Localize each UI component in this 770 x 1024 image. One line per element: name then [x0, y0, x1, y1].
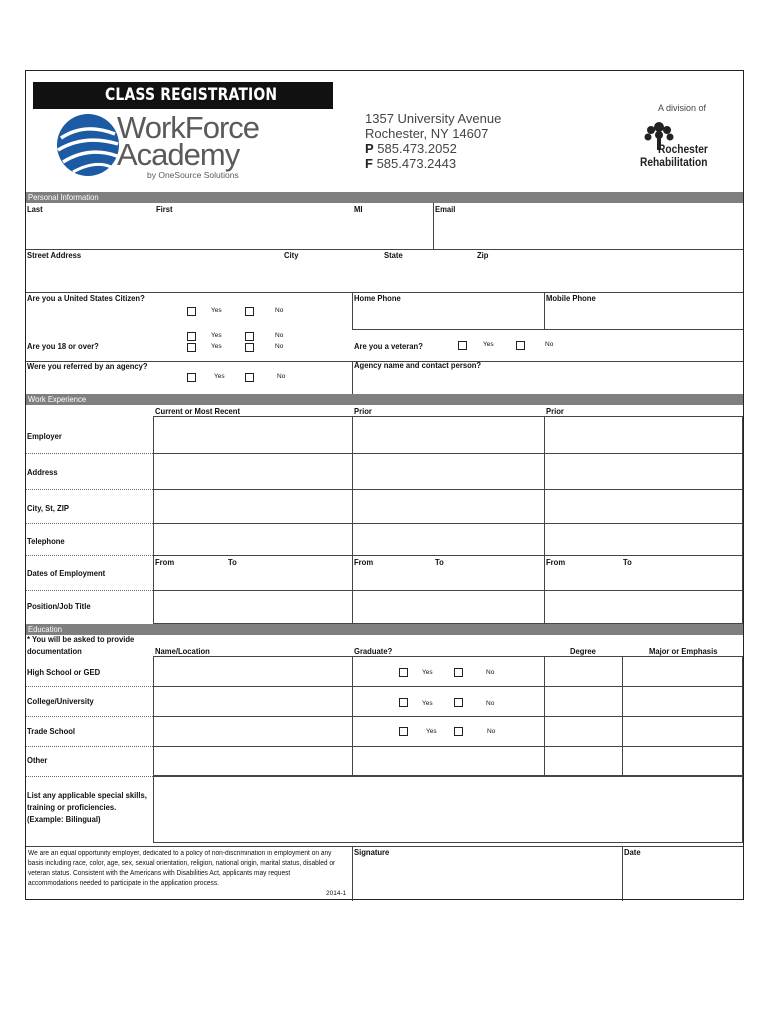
- from-label: From: [155, 557, 175, 567]
- education-note-line-1: * You will be asked to provide: [27, 634, 135, 644]
- street-address-label: Street Address: [27, 250, 82, 260]
- edu-row-line: [26, 776, 153, 777]
- edu-row-high-school: High School or GED: [27, 667, 101, 677]
- work-col-divider: [544, 416, 545, 624]
- skills-box[interactable]: [153, 776, 743, 843]
- edu-row-line: [26, 746, 153, 747]
- edu-col-degree: Degree: [570, 646, 596, 656]
- from-label: From: [354, 557, 374, 567]
- work-row-line: [26, 489, 153, 490]
- home-phone-label: Home Phone: [354, 293, 401, 303]
- edu-row-line: [153, 716, 743, 717]
- work-row-position: Position/Job Title: [27, 601, 91, 611]
- edu-row-line: [26, 716, 153, 717]
- college-graduate-yes-checkbox[interactable]: [399, 698, 408, 707]
- work-experience-title: Work Experience: [28, 394, 87, 404]
- personal-info-title: Personal Information: [28, 192, 99, 202]
- work-row-city-st-zip: City, St, ZIP: [27, 503, 69, 513]
- phone-divider: [352, 292, 353, 329]
- citizen-no-checkbox[interactable]: [245, 307, 254, 316]
- date-label: Date: [624, 847, 641, 857]
- veteran-yes-checkbox[interactable]: [458, 341, 467, 350]
- no-label: No: [486, 700, 495, 707]
- skills-label-line-3: (Example: Bilingual): [27, 814, 101, 824]
- work-row-line: [153, 590, 743, 591]
- work-col-prior-2: Prior: [546, 406, 564, 416]
- over18-yes-checkbox[interactable]: [187, 343, 196, 352]
- work-row-line: [26, 453, 153, 454]
- address-line-2: Rochester, NY 14607: [365, 126, 489, 141]
- skills-label-line-1: List any applicable special skills,: [27, 790, 147, 800]
- over18-no-checkbox[interactable]: [245, 343, 254, 352]
- edu-row-line: [153, 686, 743, 687]
- over18-no-checkbox-a[interactable]: [245, 332, 254, 341]
- edu-row-line: [153, 746, 743, 747]
- phone-prefix: P: [365, 141, 374, 156]
- work-col-current: Current or Most Recent: [155, 406, 241, 416]
- to-label: To: [435, 557, 444, 567]
- no-label: No: [275, 307, 284, 314]
- logo-name-workforce: WorkForce: [117, 110, 260, 145]
- work-row-line: [153, 523, 743, 524]
- signature-label: Signature: [354, 847, 390, 857]
- no-label: No: [487, 728, 496, 735]
- edu-row-other: Other: [27, 755, 48, 765]
- work-row-employer: Employer: [27, 431, 62, 441]
- no-label: No: [275, 343, 284, 350]
- personal-info-band: [26, 192, 743, 203]
- eeo-statement: We are an equal opportunity employer, dedicated to a policy of non-discrimination in employment on any basis including race, color, age, sex, sexual orientation, religion, national origin, marital status, disabled or veteran status. Consistent with the Americans with Disabilities Act, applicants may request accommodations needed to participate in the application process.: [28, 850, 336, 887]
- email-divider: [433, 203, 434, 249]
- phone-number: 585.473.2052: [377, 141, 457, 156]
- from-label: From: [546, 557, 566, 567]
- no-label: No: [275, 332, 284, 339]
- education-title: Education: [28, 624, 63, 634]
- no-label: No: [277, 373, 286, 380]
- education-note-line-2: documentation: [27, 646, 82, 656]
- agency-divider: [352, 361, 353, 394]
- edu-col-graduate: Graduate?: [354, 646, 393, 656]
- row-line: [352, 329, 743, 330]
- date-field[interactable]: [624, 859, 741, 899]
- work-grid: [153, 416, 743, 624]
- logo-tagline: by OneSource Solutions: [147, 170, 239, 180]
- signature-field[interactable]: [354, 859, 620, 899]
- mobile-phone-label: Mobile Phone: [546, 293, 596, 303]
- phone-divider: [544, 292, 545, 329]
- yes-label: Yes: [483, 341, 494, 348]
- edu-col-major: Major or Emphasis: [649, 646, 718, 656]
- mi-label: MI: [354, 204, 363, 214]
- hs-graduate-no-checkbox[interactable]: [454, 668, 463, 677]
- fax-number: 585.473.2443: [376, 156, 457, 171]
- work-row-line: [26, 555, 153, 556]
- work-row-line: [153, 453, 743, 454]
- veteran-no-checkbox[interactable]: [516, 341, 525, 350]
- city-label: City: [284, 250, 299, 260]
- skills-label-line-2: training or proficiencies.: [27, 802, 117, 812]
- work-row-line: [153, 489, 743, 490]
- work-col-prior-1: Prior: [354, 406, 372, 416]
- first-name-label: First: [156, 204, 173, 214]
- yes-label: Yes: [422, 700, 433, 707]
- edu-row-trade-school: Trade School: [27, 726, 76, 736]
- logo-name-academy: Academy: [117, 137, 240, 172]
- work-col-divider: [352, 416, 353, 624]
- to-label: To: [228, 557, 237, 567]
- address-line-1: 1357 University Avenue: [365, 111, 502, 126]
- work-row-line: [153, 555, 743, 556]
- work-row-line: [26, 590, 153, 591]
- citizen-yes-checkbox[interactable]: [187, 307, 196, 316]
- form-frame: [25, 70, 744, 900]
- no-label: No: [545, 341, 554, 348]
- over18-question: Are you 18 or over?: [27, 341, 99, 351]
- edu-row-college: College/University: [27, 696, 94, 706]
- form-code: 2014-1: [326, 890, 347, 897]
- state-label: State: [384, 250, 403, 260]
- no-label: No: [486, 669, 495, 676]
- hs-graduate-yes-checkbox[interactable]: [399, 668, 408, 677]
- trade-graduate-no-checkbox[interactable]: [454, 727, 463, 736]
- referred-yes-checkbox[interactable]: [187, 373, 196, 382]
- work-row-address: Address: [27, 467, 58, 477]
- date-divider: [622, 846, 623, 901]
- zip-label: Zip: [477, 250, 489, 260]
- partner-name-rochester: Rochester: [658, 142, 708, 156]
- edu-row-line: [26, 686, 153, 687]
- yes-label: Yes: [211, 332, 222, 339]
- trade-graduate-yes-checkbox[interactable]: [399, 727, 408, 736]
- edu-col-name: Name/Location: [155, 646, 210, 656]
- veteran-question: Are you a veteran?: [354, 341, 423, 351]
- college-graduate-no-checkbox[interactable]: [454, 698, 463, 707]
- email-label: Email: [435, 204, 456, 214]
- citizen-question: Are you a United States Citizen?: [27, 293, 145, 303]
- partner-name-rehabilitation: Rehabilitation: [640, 155, 708, 169]
- referred-no-checkbox[interactable]: [245, 373, 254, 382]
- division-label: A division of: [658, 103, 707, 113]
- yes-label: Yes: [422, 669, 433, 676]
- referred-question: Were you referred by an agency?: [27, 361, 148, 371]
- work-row-telephone: Telephone: [27, 536, 65, 546]
- to-label: To: [623, 557, 632, 567]
- yes-label: Yes: [211, 343, 222, 350]
- yes-label: Yes: [214, 373, 225, 380]
- fax-prefix: F: [365, 156, 373, 171]
- yes-label: Yes: [426, 728, 437, 735]
- work-row-dates: Dates of Employment: [27, 568, 106, 578]
- form-title: CLASS REGISTRATION: [105, 85, 278, 105]
- work-row-line: [26, 523, 153, 524]
- agency-contact-label: Agency name and contact person?: [354, 360, 482, 370]
- signature-divider: [352, 846, 353, 901]
- last-name-label: Last: [27, 204, 43, 214]
- yes-label: Yes: [211, 307, 222, 314]
- work-experience-band: [26, 394, 743, 405]
- over18-yes-checkbox-a[interactable]: [187, 332, 196, 341]
